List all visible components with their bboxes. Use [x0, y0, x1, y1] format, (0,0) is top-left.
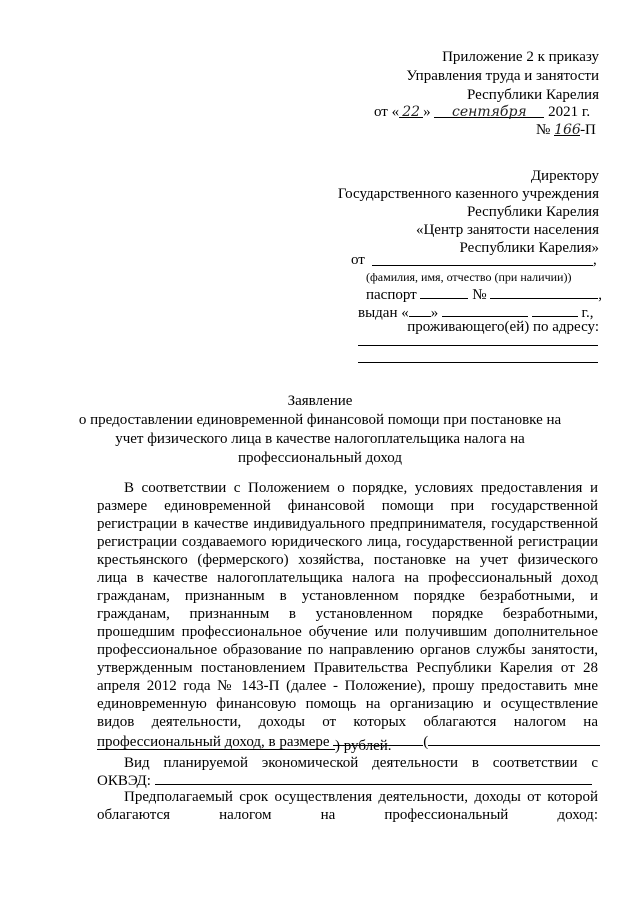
date-year: 2021 г.	[548, 104, 591, 120]
title-line-4: профессиональный доход	[237, 450, 403, 466]
addressee-line-1: Директору	[530, 168, 599, 184]
body-paragraph-1	[97, 479, 598, 731]
issued-year-field	[532, 302, 578, 317]
term-line-2: облагаются налогом на профессиональный доход:	[97, 807, 598, 823]
appendix-line-1: Приложение 2 к приказу	[442, 49, 599, 65]
issued-day-field	[409, 302, 431, 317]
body-line: утвержденным постановлением Правительства Республики Карелия от 28	[97, 660, 598, 676]
issued-year-label: г.,	[581, 305, 594, 321]
title-line-1: Заявление	[287, 393, 353, 409]
date-mid: »	[423, 104, 431, 120]
term-line-1: Предполагаемый срок осуществления деятельности, доходы от которой	[124, 789, 598, 805]
body-line: лица в качестве налогоплательщика налога на профессиональный доход	[97, 570, 598, 586]
number-prefix: №	[536, 122, 551, 138]
appendix-line-2: Управления труда и занятости	[406, 68, 599, 84]
fio-hint: (фамилия, имя, отчество (при наличии))	[366, 270, 572, 284]
okved-intro: Вид планируемой экономической деятельности в соответствии с	[124, 755, 598, 771]
body-line: регистрации в качестве индивидуального предпринимателя, государственной	[97, 516, 598, 532]
date-day: 22	[399, 103, 423, 118]
number-value: 166	[554, 122, 581, 138]
addressee-line-5: Республики Карелия»	[459, 240, 599, 256]
title-line-2: о предоставлении единовременной финансовой помощи при постановке на	[78, 412, 562, 428]
from-label: от	[351, 252, 365, 268]
date-month: сентября	[434, 103, 544, 118]
body-line: профессиональное образование по направлению органов службы занятости,	[97, 642, 598, 658]
passport-label: паспорт	[366, 287, 417, 303]
date-prefix: от «	[374, 104, 400, 120]
issued-month-field	[442, 302, 528, 317]
amount-open-paren: (	[423, 734, 429, 750]
rubles-row	[97, 735, 392, 755]
address-line-2	[358, 362, 598, 363]
appendix-date	[374, 103, 590, 121]
body-line: гражданам, признанным в установленном порядке безработными,	[97, 606, 598, 622]
appendix-number	[536, 121, 596, 139]
issued-mid: »	[430, 305, 439, 321]
issued-label: выдан «	[358, 305, 409, 321]
okved-field	[155, 770, 592, 785]
addressee-line-4: «Центр занятости населения	[415, 222, 599, 238]
passport-number-label: №	[472, 287, 487, 303]
address-label: проживающего(ей) по адресу:	[407, 319, 599, 335]
body-line: регистрации создаваемого юридического лица, государственной регистрации	[97, 534, 598, 550]
passport-series-field	[420, 284, 468, 299]
okved-label: ОКВЭД:	[97, 773, 151, 789]
amount-words-field-1	[428, 731, 600, 746]
body-paragraph-3	[97, 788, 598, 824]
addressee-line-2: Государственного казенного учреждения	[337, 186, 599, 202]
body-line: единовременную финансовую помощь на организацию и осуществление	[97, 696, 598, 712]
amount-words-field-2	[97, 735, 335, 750]
number-suffix: -П	[580, 122, 596, 138]
passport-number-field	[490, 284, 598, 299]
from-comma: ,	[593, 252, 597, 268]
body-line: апреля 2012 года № 143-П (далее - Положение), прошу предоставить мне	[97, 678, 598, 694]
body-line: прошедшим профессиональное обучение или получившим дополнительное	[97, 624, 598, 640]
title-line-3: учет физического лица в качестве налогоплательщика налога на	[115, 431, 525, 447]
address-line-1	[358, 345, 598, 346]
body-line: размере единовременной финансовой помощи при государственной	[97, 498, 598, 514]
appendix-line-3: Республики Карелия	[466, 87, 599, 103]
okved-row	[97, 770, 592, 790]
body-line: видов деятельности, доходы от которых облагаются налогом на	[97, 714, 598, 730]
from-underline	[372, 265, 593, 266]
rubles-label: ) рублей.	[335, 738, 392, 754]
passport-row: паспорт № ,	[366, 284, 602, 304]
amount-label: профессиональный доход, в размере	[97, 734, 330, 750]
body-line: В соответствии с Положением о порядке, условиях предоставления и	[124, 480, 598, 496]
body-line: гражданам, признанным в установленном порядке безработными, и	[97, 588, 598, 604]
body-line: крестьянского (фермерского) хозяйства, постановке на учет физического	[97, 552, 598, 568]
addressee-line-3: Республики Карелия	[466, 204, 599, 220]
